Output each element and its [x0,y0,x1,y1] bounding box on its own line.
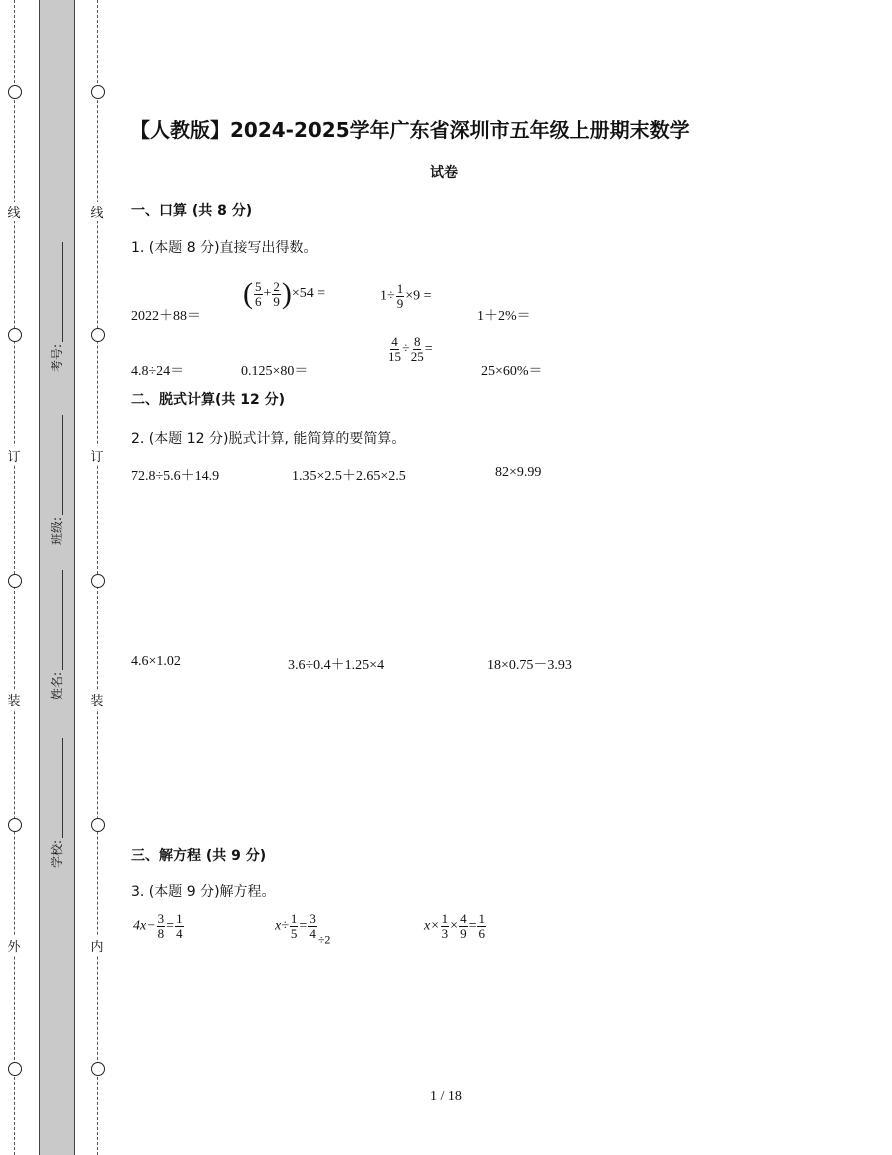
page-number: 1 / 18 [430,1089,462,1104]
section-heading: 一、口算 (共 8 分) [131,203,253,219]
oral-item: 2022＋88＝ [131,309,201,324]
class-field[interactable] [48,415,65,545]
calc-item: 72.8÷5.6＋14.9 [131,469,220,484]
margin-char-inner: 线 [90,202,104,221]
section-heading: 三、解方程 (共 9 分) [131,848,267,864]
binding-hole [8,574,22,588]
binding-hole [8,818,22,832]
calc-item: 1.35×2.5＋2.65×2.5 [292,469,406,484]
question-text: 1. (本题 8 分)直接写出得数。 [131,240,318,256]
section-heading: 二、脱式计算(共 12 分) [131,392,286,408]
oral-item: 0.125×80＝ [241,364,309,379]
page-title: 【人教版】2024-2025学年广东省深圳市五年级上册期末数学 [130,118,690,142]
calc-item: 3.6÷0.4＋1.25×4 [288,658,385,673]
margin-char-inner: 装 [90,690,104,709]
question-text: 2. (本题 12 分)脱式计算, 能简算的要简算。 [131,431,406,447]
calc-item: 18×0.75－3.93 [487,658,572,673]
binding-hole [8,1062,22,1076]
binding-hole [8,85,22,99]
calc-item: 82×9.99 [495,465,542,480]
page-subtitle: 试卷 [430,165,458,181]
equation-item: x÷ $\frac{1}{5}$ = $\frac{3}{4}$ ÷2 [275,911,331,947]
margin-char-inner: 订 [90,446,104,465]
margin-char-outer: 订 [7,446,21,465]
oral-item: 4.8÷24＝ [131,364,185,379]
exam-number-field[interactable] [48,242,65,372]
equation-item: x× $\frac{1}{3}$ × $\frac{4}{9}$ = $\frac{1}{6}$ [424,911,485,941]
name-field[interactable] [48,570,65,700]
margin-char-outer: 外 [7,936,21,955]
field-label: 班级: [50,516,64,545]
calc-item: 4.6×1.02 [131,654,181,669]
binding-hole [91,574,105,588]
school-field[interactable] [48,738,65,868]
field-label: 姓名: [50,671,64,700]
oral-item: 1÷ $\frac{1}{9}$ ×9 = [380,281,432,311]
oral-item: 1＋2%＝ [477,309,531,324]
margin-char-outer: 线 [7,202,21,221]
binding-hole [91,818,105,832]
question-text: 3. (本题 9 分)解方程。 [131,884,276,900]
oral-item: 25×60%＝ [481,364,543,379]
binding-hole [91,85,105,99]
field-label: 考号: [50,343,64,372]
equation-item: 4x− $\frac{3}{8}$ = $\frac{1}{4}$ [133,911,183,941]
oral-item: $\frac{4}{15}$ ÷ $\frac{8}{25}$ = [388,334,433,364]
margin-char-inner: 内 [90,936,104,955]
margin-char-outer: 装 [7,690,21,709]
field-label: 学校: [50,839,64,868]
binding-hole [8,328,22,342]
binding-hole [91,1062,105,1076]
oral-item: ( $\frac{5}{6}$ + $\frac{2}{9}$ )×54 = [243,277,326,310]
binding-hole [91,328,105,342]
